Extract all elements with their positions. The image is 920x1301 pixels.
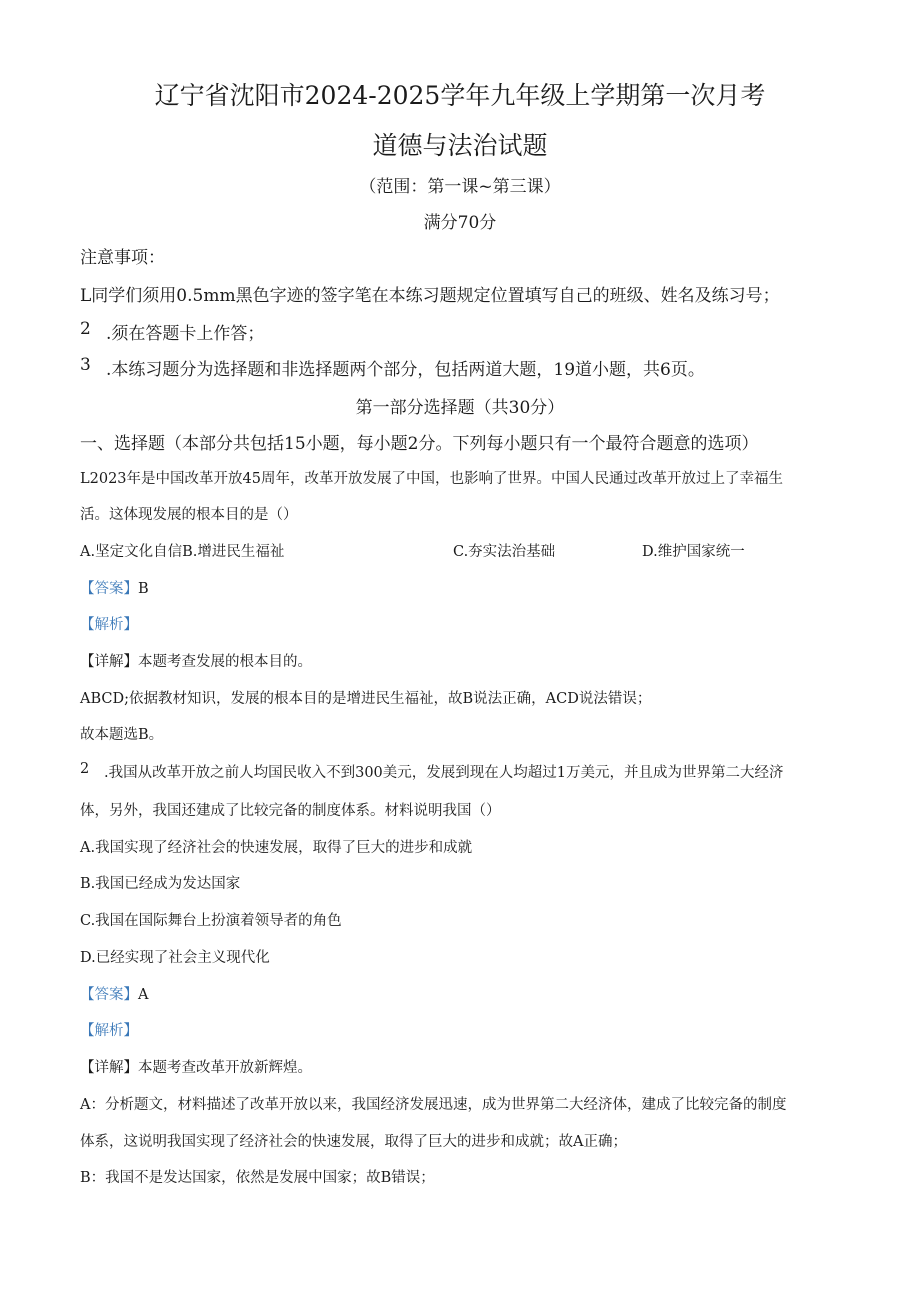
answer-tag: 【答案】 [80, 987, 138, 1003]
detail-tag: 【详解】 [80, 654, 138, 670]
section-heading: 一、选择题（本部分共包括15小题，每小题2分。下列每小题只有一个最符合题意的选项） [80, 434, 759, 454]
question-2-detail [80, 1056, 312, 1077]
document-title: 辽宁省沈阳市2024-2025学年九年级上学期第一次月考 [154, 81, 766, 110]
answer-value: B [138, 581, 149, 597]
notice-item-2: .须在答题卡上作答； [106, 324, 265, 344]
question-1-stem-line-2: 活。这体现发展的根本目的是（） [80, 507, 298, 523]
question-1-option-d: D.维护国家统一 [642, 544, 745, 560]
full-score: 满分70分 [423, 213, 497, 233]
exam-scope: （范围：第一课~第三课） [359, 177, 561, 197]
question-2-stem-line-1: .我国从改革开放之前人均国民收入不到300美元，发展到现在人均超过1万美元，并且成为世界第二大经济 [104, 765, 784, 781]
question-1-stem-line-1: L2023年是中国改革开放45周年，改革开放发展了中国，也影响了世界。中国人民通过改革开放过上了幸福生 [80, 471, 783, 487]
part-heading: 第一部分选择题（共30分） [355, 398, 565, 418]
notice-heading: 注意事项： [80, 248, 165, 268]
question-2-option-b: B.我国已经成为发达国家 [80, 876, 241, 892]
question-1-analysis-tag: 【解析】 [80, 617, 138, 633]
question-2-explanation-b: B：我国不是发达国家，依然是发展中国家；故B错误； [80, 1170, 435, 1186]
detail-text: 本题考查发展的根本目的。 [138, 654, 312, 670]
document-subtitle: 道德与法治试题 [372, 131, 548, 160]
question-2-answer [80, 983, 148, 1004]
question-2-explanation-a-line-1: A：分析题文，材料描述了改革开放以来，我国经济发展迅速，成为世界第二大经济体，建成了比较完备的制度 [80, 1097, 787, 1113]
question-2-stem-line-2: 体，另外，我国还建成了比较完备的制度体系。材料说明我国（） [80, 803, 501, 819]
answer-tag: 【答案】 [80, 581, 138, 597]
question-2-option-d: D.已经实现了社会主义现代化 [80, 950, 270, 966]
question-1-answer [80, 577, 149, 598]
notice-item-3: .本练习题分为选择题和非选择题两个部分，包括两道大题，19道小题，共6页。 [106, 360, 705, 380]
answer-value: A [138, 987, 149, 1003]
notice-item-3-number: 3 [80, 355, 91, 375]
question-2-number: 2 [80, 761, 90, 777]
question-2-option-a: A.我国实现了经济社会的快速发展，取得了巨大的进步和成就 [80, 840, 473, 856]
question-1-explanation: ABCD;依据教材知识，发展的根本目的是增进民生福祉，故B说法正确，ACD说法错误； [80, 691, 652, 707]
question-2-analysis-tag: 【解析】 [80, 1023, 138, 1039]
notice-item-1: L同学们须用0.5mm黑色字迹的签字笔在本练习题规定位置填写自己的班级、姓名及练习号； [80, 286, 780, 306]
question-1-conclusion: 故本题选B。 [80, 727, 164, 743]
notice-item-2-number: 2 [80, 319, 91, 339]
question-1-option-c: C.夯实法治基础 [453, 544, 556, 560]
detail-tag: 【详解】 [80, 1060, 138, 1076]
question-1-option-a-b: A.坚定文化自信B.增进民生福祉 [80, 544, 285, 560]
detail-text: 本题考查改革开放新辉煌。 [138, 1060, 312, 1076]
question-2-option-c: C.我国在国际舞台上扮演着领导者的角色 [80, 913, 342, 929]
question-2-explanation-a-line-2: 体系，这说明我国实现了经济社会的快速发展，取得了巨大的进步和成就；故A正确； [80, 1134, 627, 1150]
question-1-detail [80, 650, 312, 671]
